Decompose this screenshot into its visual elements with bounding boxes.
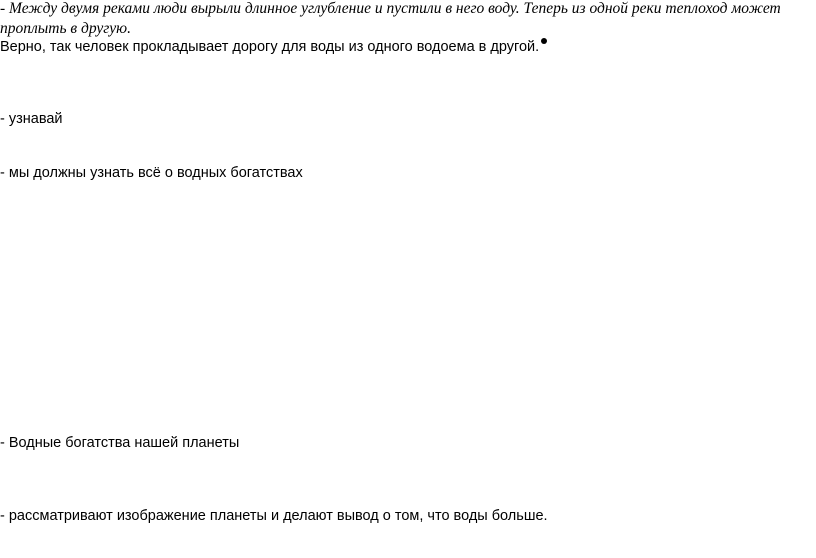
italic-intro-text: - Между двумя реками люди вырыли длинное углубление и пустили в него воду. Теперь из одной реки теплоход может проплыть в другую. bbox=[0, 0, 781, 37]
uznavay-text: - узнавай bbox=[0, 111, 63, 127]
bogatstva-text: - Водные богатства нашей планеты bbox=[0, 435, 240, 451]
bullet-icon bbox=[541, 38, 547, 44]
dolzhny-text: - мы должны узнать всё о водных богатствах bbox=[0, 165, 303, 181]
verno-line bbox=[0, 38, 547, 56]
rassmatrivayut-text: - рассматривают изображение планеты и делают вывод о том, что воды больше. bbox=[0, 508, 548, 524]
verno-text: Верно, так человек прокладывает дорогу для воды из одного водоема в другой. bbox=[0, 39, 540, 55]
